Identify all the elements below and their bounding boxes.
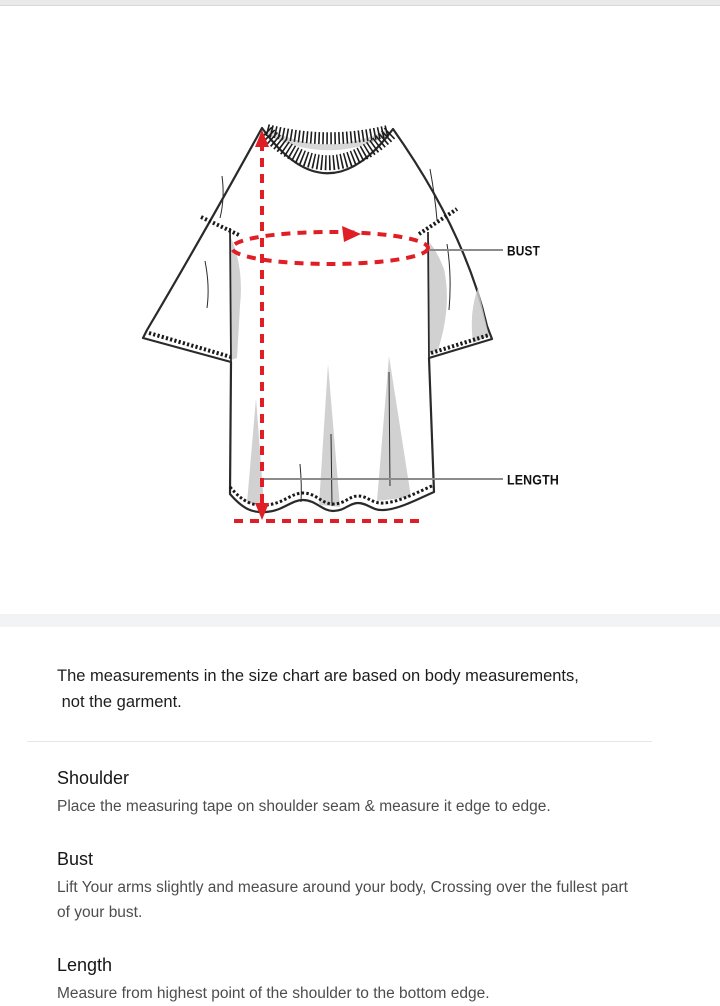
bust-label: BUST (507, 242, 541, 259)
section-title: Length (57, 955, 113, 975)
measurement-guide-text (0, 663, 720, 1006)
section-body: Place the measuring tape on shoulder seam & measure it edge to edge. (57, 798, 551, 815)
intro-note-line1: The measurements in the size chart are based on body measurements, (57, 667, 579, 685)
section-bust (57, 848, 660, 925)
length-label: LENGTH (507, 471, 559, 488)
section-title: Bust (57, 849, 94, 869)
intro-note (57, 663, 660, 715)
section-divider-band (0, 614, 720, 627)
section-body: Lift Your arms slightly and measure around your body, Crossing over the fullest part of your bust. (57, 879, 628, 921)
section-title: Shoulder (57, 768, 130, 788)
size-guide-diagram (0, 6, 720, 614)
intro-note-line2: not the garment. (57, 693, 182, 711)
section-body: Measure from highest point of the shoulder to the bottom edge. (57, 985, 490, 1002)
tshirt-measurement-drawing (0, 6, 720, 614)
section-shoulder (57, 767, 660, 819)
divider-line (27, 741, 652, 742)
section-length (57, 954, 660, 1006)
